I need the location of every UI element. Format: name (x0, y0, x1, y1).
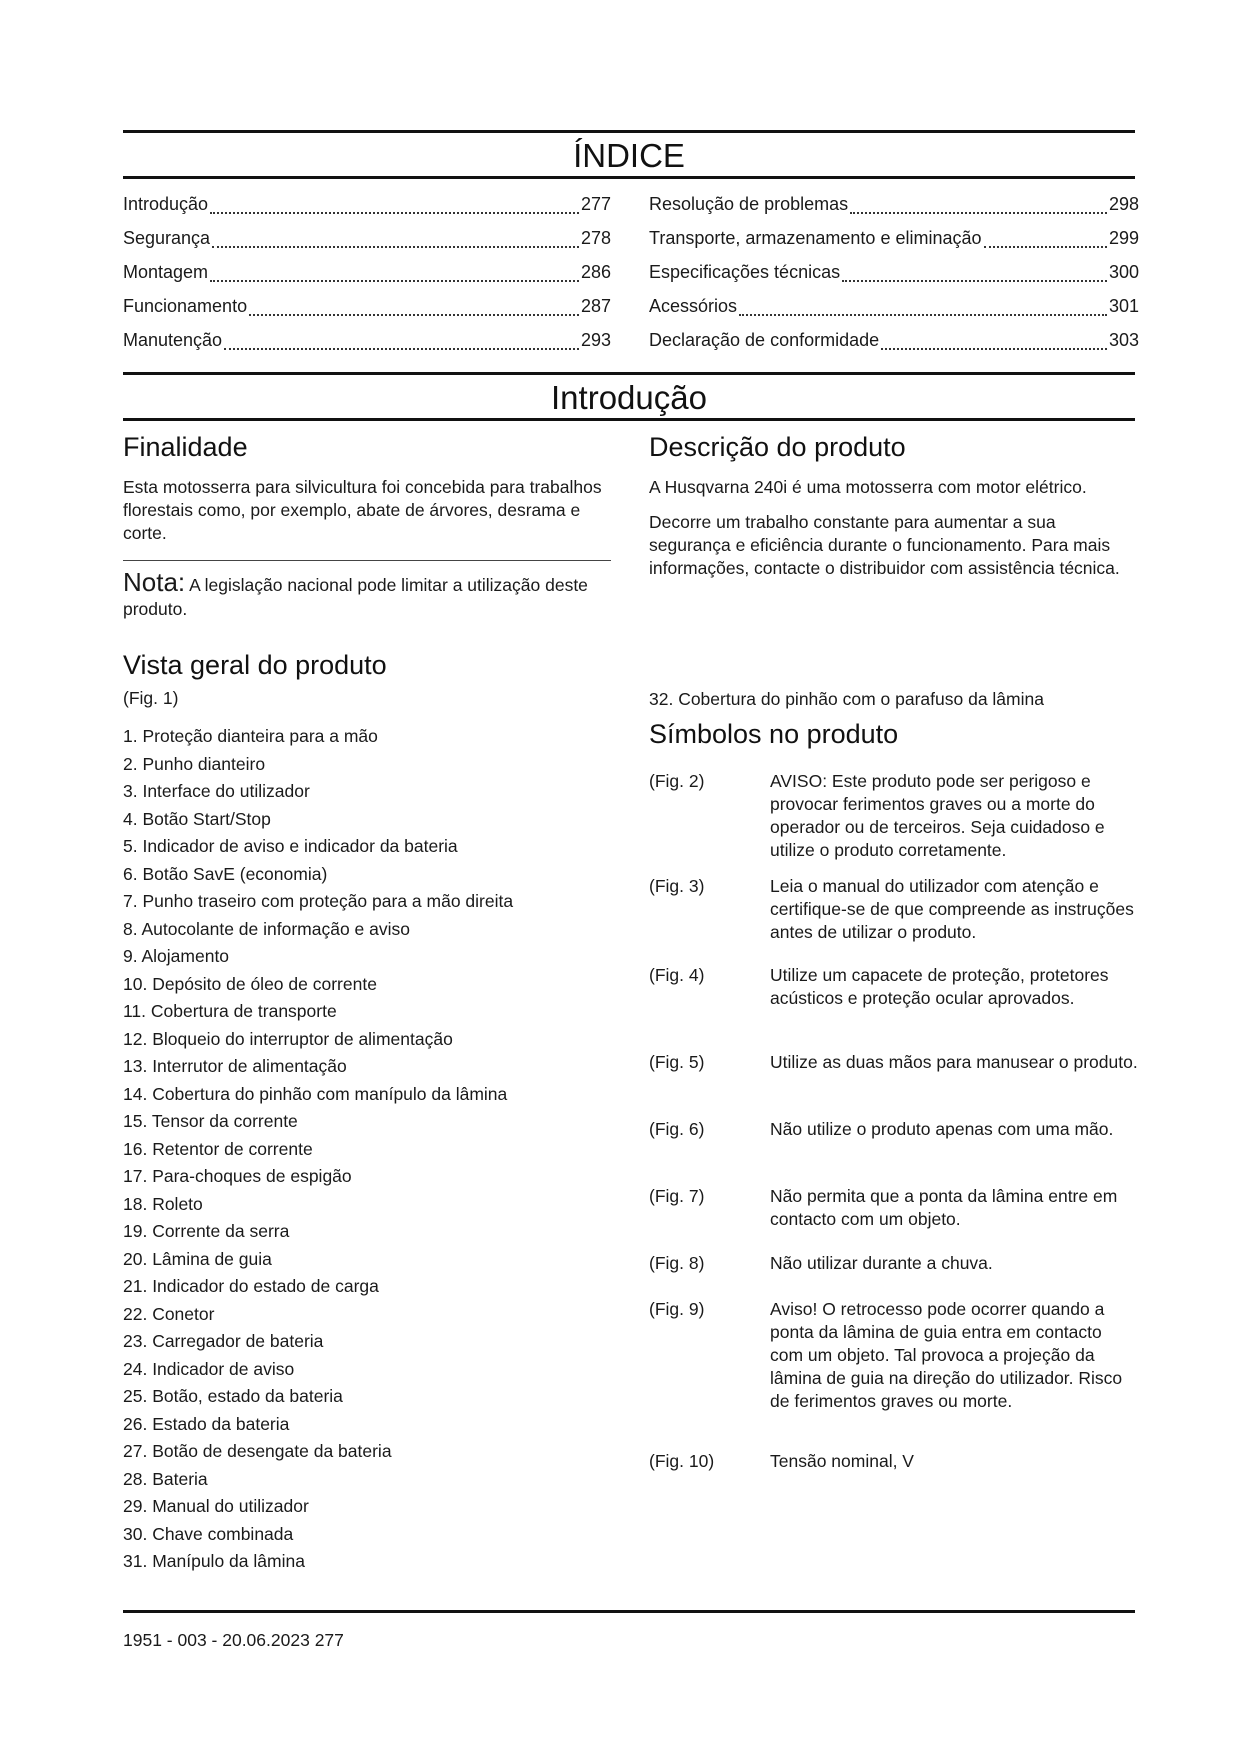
list-item: 32. Cobertura do pinhão com o parafuso da lâmina (649, 689, 1044, 709)
toc-entry-label: Funcionamento (123, 296, 248, 316)
toc-title: ÍNDICE (573, 137, 685, 174)
toc-entry-label: Acessórios (649, 296, 738, 316)
nota-label: Nota: (123, 567, 186, 597)
toc-entry[interactable] (649, 187, 1139, 221)
toc-leader (224, 347, 579, 350)
toc-entry[interactable] (123, 323, 611, 357)
list-item: 6. Botão SavE (economia) (123, 863, 328, 884)
descricao-text-2: Decorre um trabalho constante para aumentar a sua segurança e eficiência durante o funcionamento. Para mais informações, contacte o distribuidor com assistência técnica. (649, 511, 1120, 578)
symbol-row (649, 1051, 1139, 1074)
symbol-description: Não utilizar durante a chuva. (770, 1253, 993, 1273)
page-footer (123, 1630, 344, 1651)
toc-entry-label: Especificações técnicas (649, 262, 841, 282)
divider (123, 176, 1135, 179)
toc-right-column (649, 187, 1139, 357)
finalidade-section (123, 433, 613, 545)
list-item: 21. Indicador do estado de carga (123, 1276, 379, 1296)
toc-entry-page: 286 (580, 262, 611, 282)
list-item: 13. Interrutor de alimentação (123, 1056, 347, 1076)
symbol-row (649, 1450, 1139, 1473)
list-item: 1. Proteção dianteira para a mão (123, 726, 378, 746)
toc-header (123, 130, 1135, 179)
vista-geral-section (123, 651, 613, 709)
toc-entry[interactable] (123, 221, 611, 255)
list-item: 25. Botão, estado da bateria (123, 1386, 343, 1406)
toc-entry[interactable] (649, 289, 1139, 323)
vista-geral-heading: Vista geral do produto (123, 650, 387, 680)
product-parts-list (123, 723, 613, 1576)
document-page (123, 0, 1139, 1754)
symbol-fig-ref: (Fig. 3) (649, 876, 705, 896)
symbol-row (649, 964, 1139, 1010)
list-item: 2. Punho dianteiro (123, 753, 266, 774)
toc-entry-label: Montagem (123, 262, 209, 282)
list-item: 22. Conetor (123, 1303, 215, 1324)
list-item: 31. Manípulo da lâmina (123, 1551, 305, 1571)
toc-entry[interactable] (123, 289, 611, 323)
list-item: 12. Bloqueio do interruptor de alimentação (123, 1028, 453, 1049)
divider (123, 418, 1135, 421)
symbol-description: Aviso! O retrocesso pode ocorrer quando a ponta da lâmina de guia entra em contacto com um objeto. Tal provoca a projeção da lâmina de guia na direção do utilizador. Risco de ferimentos graves ou morte. (770, 1299, 1123, 1411)
toc-entry-label: Resolução de problemas (649, 194, 849, 214)
symbol-fig-ref: (Fig. 10) (649, 1451, 715, 1471)
toc-leader (850, 211, 1107, 214)
list-item: 3. Interface do utilizador (123, 781, 310, 801)
symbol-row (649, 1298, 1139, 1413)
intro-title: Introdução (551, 379, 707, 416)
toc-entry-label: Introdução (123, 194, 209, 214)
list-item: 28. Bateria (123, 1468, 208, 1489)
toc-leader (212, 245, 579, 248)
toc-entry-page: 278 (580, 228, 611, 248)
list-item: 26. Estado da bateria (123, 1413, 290, 1434)
list-item: 27. Botão de desengate da bateria (123, 1441, 392, 1461)
symbol-description: Não permita que a ponta da lâmina entre em contacto com um objeto. (770, 1186, 1118, 1229)
toc-entry-page: 277 (580, 194, 611, 214)
descricao-text-1: A Husqvarna 240i é uma motosserra com motor elétrico. (649, 476, 1087, 497)
toc-leader (210, 211, 579, 214)
toc-entry-page: 287 (580, 296, 611, 316)
toc-entry-page: 299 (1108, 228, 1139, 248)
list-item: 9. Alojamento (123, 946, 230, 966)
list-item: 29. Manual do utilizador (123, 1496, 309, 1516)
toc-leader (210, 279, 579, 282)
symbol-fig-ref: (Fig. 4) (649, 965, 705, 985)
list-item: 7. Punho traseiro com proteção para a mão direita (123, 891, 514, 911)
toc-entry-page: 298 (1108, 194, 1139, 214)
list-item: 5. Indicador de aviso e indicador da bateria (123, 836, 458, 856)
list-item: 18. Roleto (123, 1193, 203, 1214)
toc-leader (881, 347, 1107, 350)
list-item: 14. Cobertura do pinhão com manípulo da lâmina (123, 1083, 508, 1104)
toc-entry[interactable] (123, 255, 611, 289)
symbol-fig-ref: (Fig. 9) (649, 1299, 705, 1319)
nota-divider (123, 560, 611, 561)
list-item: 19. Corrente da serra (123, 1221, 290, 1241)
toc-entry[interactable] (649, 255, 1139, 289)
nota-block (123, 567, 613, 621)
symbol-fig-ref: (Fig. 8) (649, 1253, 705, 1273)
descricao-heading: Descrição do produto (649, 432, 906, 462)
toc-entry[interactable] (649, 221, 1139, 255)
toc-entry-label: Transporte, armazenamento e eliminação (649, 228, 982, 248)
toc-entry[interactable] (649, 323, 1139, 357)
symbol-row (649, 770, 1139, 862)
symbol-description: Utilize as duas mãos para manusear o produto. (770, 1052, 1138, 1072)
symbol-fig-ref: (Fig. 2) (649, 771, 705, 791)
symbol-description: Leia o manual do utilizador com atenção e certifique-se de que compreende as instruções antes de utilizar o produto. (770, 876, 1134, 942)
list-item: 11. Cobertura de transporte (123, 1001, 337, 1021)
toc-entry-label: Manutenção (123, 330, 223, 350)
symbol-row (649, 1252, 1139, 1275)
nota-text: A legislação nacional pode limitar a utilização deste produto. (123, 575, 588, 619)
symbol-fig-ref: (Fig. 5) (649, 1052, 705, 1072)
symbol-row (649, 1118, 1139, 1141)
footer-page-number: 277 (314, 1630, 344, 1650)
finalidade-heading: Finalidade (123, 432, 248, 462)
vista-geral-fig-ref: (Fig. 1) (123, 687, 179, 708)
toc-leader (842, 279, 1107, 282)
list-item: 23. Carregador de bateria (123, 1331, 324, 1351)
list-item: 16. Retentor de corrente (123, 1138, 313, 1159)
symbol-fig-ref: (Fig. 7) (649, 1186, 705, 1206)
toc-entry-page: 301 (1108, 296, 1139, 316)
toc-entry[interactable] (123, 187, 611, 221)
toc-leader (984, 245, 1107, 248)
toc-left-column (123, 187, 611, 357)
list-item: 10. Depósito de óleo de corrente (123, 973, 377, 994)
toc-entry-page: 300 (1108, 262, 1139, 282)
list-item: 15. Tensor da corrente (123, 1111, 298, 1131)
symbol-description: Tensão nominal, V (770, 1451, 914, 1471)
intro-header (123, 372, 1135, 421)
symbol-fig-ref: (Fig. 6) (649, 1119, 705, 1139)
list-item: 8. Autocolante de informação e aviso (123, 918, 410, 939)
finalidade-text: Esta motosserra para silvicultura foi concebida para trabalhos florestais como, por exemplo, abate de árvores, desrama e corte. (123, 476, 602, 543)
toc-leader (739, 313, 1107, 316)
symbol-row (649, 1185, 1139, 1231)
symbol-description: Não utilize o produto apenas com uma mão. (770, 1119, 1114, 1139)
symbol-row (649, 875, 1139, 944)
simbolos-section (649, 720, 1139, 750)
toc-leader (249, 313, 579, 316)
toc-entry-page: 303 (1108, 330, 1139, 350)
toc-entry-label: Segurança (123, 228, 211, 248)
simbolos-heading: Símbolos no produto (649, 719, 899, 749)
footer-divider (123, 1610, 1135, 1613)
list-item: 20. Lâmina de guia (123, 1248, 272, 1269)
symbol-description: Utilize um capacete de proteção, protetores acústicos e proteção ocular aprovados. (770, 965, 1109, 1008)
footer-doc-code: 1951 - 003 - 20.06.2023 (123, 1630, 310, 1650)
descricao-section (649, 433, 1139, 580)
symbol-description: AVISO: Este produto pode ser perigoso e provocar ferimentos graves ou a morte do operador ou de terceiros. Seja cuidadoso e utilize o produto corretamente. (770, 771, 1105, 860)
list-item: 24. Indicador de aviso (123, 1358, 295, 1379)
list-item: 17. Para-choques de espigão (123, 1166, 352, 1186)
toc-entry-label: Declaração de conformidade (649, 330, 880, 350)
toc-entry-page: 293 (580, 330, 611, 350)
list-item: 4. Botão Start/Stop (123, 808, 271, 829)
list-item: 30. Chave combinada (123, 1523, 294, 1544)
